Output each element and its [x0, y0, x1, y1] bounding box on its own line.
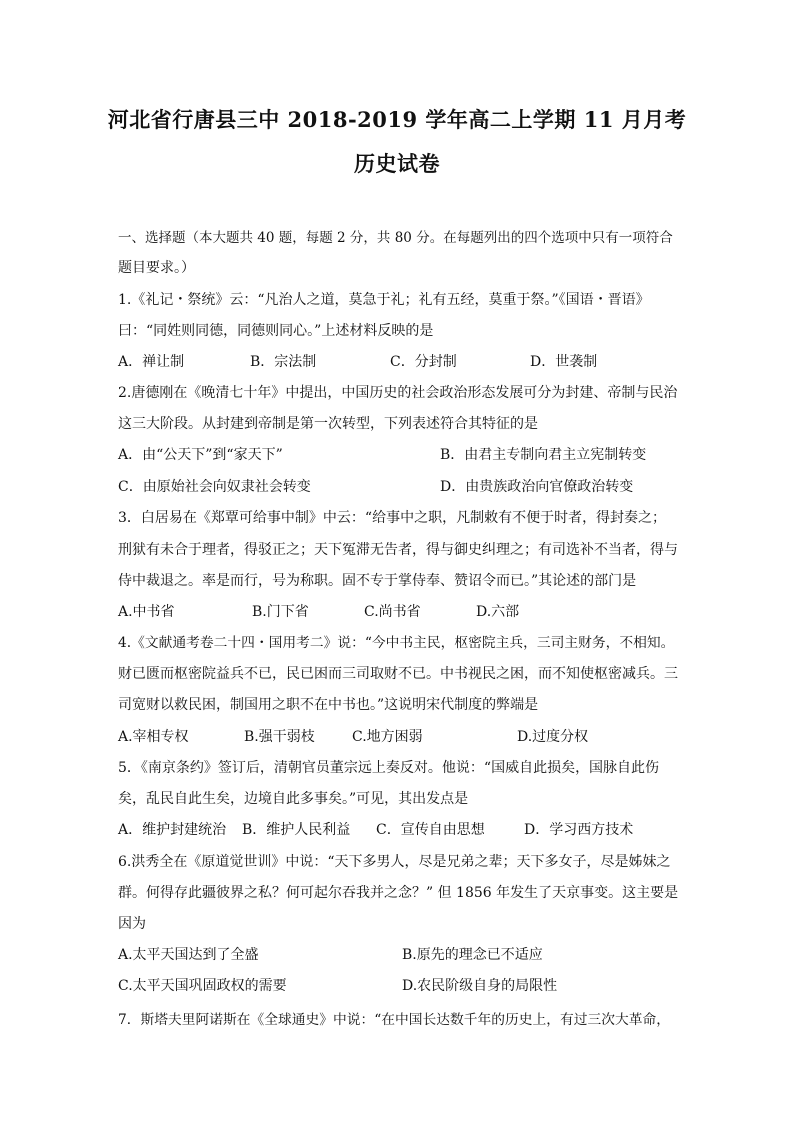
section-instructions-cont: 题目要求。） [118, 260, 195, 276]
question-4-option-c: C.地方困弱 [352, 729, 423, 745]
question-6-text-cont2: 因为 [118, 916, 146, 932]
question-6-option-b: B.原先的理念已不适应 [402, 947, 543, 963]
question-1-option-b: B．宗法制 [250, 354, 317, 370]
question-5-option-c: C．宣传自由思想 [376, 822, 485, 838]
question-6-text-cont1: 群。何得存此疆彼界之私？何可起尔吞我并之念？” 但 1856 年发生了天京事变。这主要是 [118, 885, 679, 901]
question-6-option-c: C.太平天国巩固政权的需要 [118, 978, 287, 994]
question-6-option-d: D.农民阶级自身的局限性 [402, 978, 558, 994]
question-2-option-a: A．由“公天下”到“家天下” [118, 447, 283, 463]
question-1-option-a: A．禅让制 [118, 354, 185, 370]
question-3-option-d: D.六部 [476, 604, 520, 620]
question-5-option-a: A．维护封建统治 [118, 822, 227, 838]
question-3-option-b: B.门下省 [252, 604, 309, 620]
exam-title: 河北省行唐县三中 2018-2019 学年高二上学期 11 月月考 [107, 107, 687, 132]
question-6-text: 6.洪秀全在《原道觉世训》中说：“天下多男人，尽是兄弟之辈；天下多女子，尽是姊妹之 [118, 854, 671, 870]
question-4-text-cont1: 财已匮而枢密院益兵不已，民已困而三司取财不已。中书视民之困，而不知使枢密减兵。三 [118, 666, 678, 682]
question-4-option-a: A.宰相专权 [118, 729, 189, 745]
question-4-option-b: B.强干弱枝 [244, 729, 315, 745]
question-3-text-cont1: 刑狱有未合于理者，得驳正之；天下冤滞无告者，得与御史纠理之；有司选补不当者，得与 [118, 542, 678, 558]
question-4-text-cont2: 司宽财以救民困，制国用之职不在中书也。”这说明宋代制度的弊端是 [118, 697, 539, 713]
exam-subtitle: 历史试卷 [354, 151, 440, 176]
question-3-option-a: A.中书省 [118, 604, 175, 620]
question-5-text-cont: 矣，乱民自此生矣，边境自此多事矣。”可见，其出发点是 [118, 791, 469, 807]
question-2-text: 2.唐德刚在《晚清七十年》中提出，中国历史的社会政治形态发展可分为封建、帝制与民治 [118, 385, 678, 401]
question-2-text-cont: 这三大阶段。从封建到帝制是第一次转型，下列表述符合其特征的是 [118, 416, 538, 432]
question-4-option-d: D.过度分权 [517, 729, 589, 745]
question-4-text: 4.《文献通考卷二十四・国用考二》说：“今中书主民，枢密院主兵，三司主财务，不相知。 [118, 635, 675, 651]
question-3-option-c: C.尚书省 [364, 604, 421, 620]
question-5-option-b: B．维护人民利益 [242, 822, 351, 838]
question-2-option-d: D．由贵族政治向官僚政治转变 [440, 479, 634, 495]
question-2-option-c: C．由原始社会向奴隶社会转变 [118, 479, 311, 495]
question-7-text: 7．斯塔夫里阿诺斯在《全球通史》中说：“在中国长达数千年的历史上，有过三次大革命， [118, 1012, 671, 1028]
question-1-text-cont: 曰：“同姓则同德，同德则同心。”上述材料反映的是 [118, 323, 434, 339]
question-6-option-a: A.太平天国达到了全盛 [118, 947, 259, 963]
question-1-option-d: D．世袭制 [530, 354, 598, 370]
question-5-option-d: D．学习西方技术 [524, 822, 634, 838]
question-5-text: 5．《南京条约》签订后，清朝官员董宗远上奏反对。他说：“国威自此损矣，国脉自此伤 [118, 760, 660, 776]
question-1-option-c: C．分封制 [390, 354, 457, 370]
question-3-text-cont2: 侍中裁退之。率是而行，号为称职。固不专于掌侍奉、赞诏令而已。”其论述的部门是 [118, 573, 637, 589]
question-3-text: 3．白居易在《郑覃可给事中制》中云：“给事中之职，凡制敕有不便于时者，得封奏之； [118, 510, 667, 526]
question-2-option-b: B．由君主专制向君主立宪制转变 [440, 447, 647, 463]
section-instructions: 一、选择题（本大题共 40 题，每题 2 分，共 80 分。在每题列出的四个选项中只有一项符合 [118, 230, 673, 246]
question-1-text: 1.《礼记・祭统》云：“凡治人之道，莫急于礼；礼有五经，莫重于祭。”《国语・晋语》 [118, 292, 650, 308]
